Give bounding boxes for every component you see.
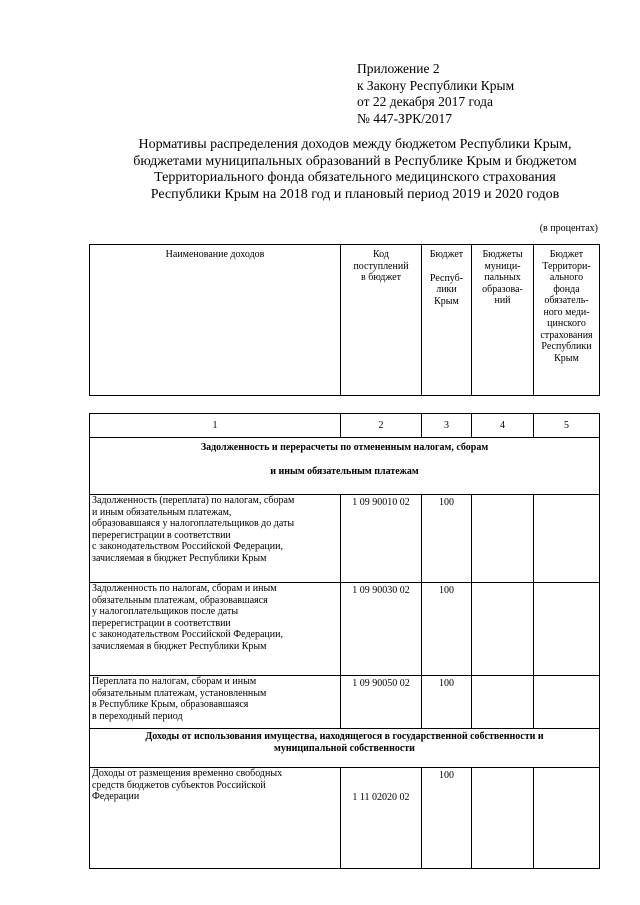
income-name: Задолженность (переплата) по налогам, сборам и иным обязательным платежам, образовавшаяся у налогоплательщиков до даты перерегистрации в соответствии с законодательством Российской Федерации, зачисляемая в бюджет Республики Крым — [90, 495, 341, 583]
col-number: 5 — [534, 414, 600, 438]
col-number: 1 — [90, 414, 341, 438]
col-number: 3 — [422, 414, 472, 438]
units-note: (в процентах) — [539, 223, 598, 234]
section-heading: Доходы от использования имущества, находящегося в государственной собственности и муниципальной собственности — [90, 729, 600, 768]
header-name: Наименование доходов — [90, 245, 341, 396]
rate-tfoms — [534, 583, 600, 676]
table-row — [90, 676, 600, 729]
income-name: Доходы от размещения временно свободных средств бюджетов субъектов Российской Федерации — [90, 768, 341, 869]
col-number: 4 — [472, 414, 534, 438]
table-row — [90, 768, 600, 869]
income-name: Задолженность по налогам, сборам и иным обязательным платежам, образовавшаяся у налогоплательщиков после даты перерегистрации в соответствии с законодательством Российской Федерации, зачисляемая в бюджет Республики Крым — [90, 583, 341, 676]
data-table — [89, 413, 600, 869]
section-heading: Задолженность и перерасчеты по отмененным налогам, сборам и иным обязательным платежам — [90, 438, 600, 495]
income-code: 1 09 90010 02 — [341, 495, 422, 583]
appendix-line: к Закону Республики Крым — [357, 77, 515, 93]
column-numbers-row — [90, 414, 600, 438]
title-line: бюджетами муниципальных образований в Республике Крым и бюджетом — [133, 153, 577, 169]
header-budget-mo: Бюджеты муници- пальных образова- ний — [472, 245, 534, 396]
appendix-reference — [357, 61, 514, 127]
rate-mo — [472, 495, 534, 583]
section-row — [90, 729, 600, 768]
rate-tfoms — [534, 676, 600, 729]
rate-rk: 100 — [422, 768, 472, 869]
appendix-line: от 22 декабря 2017 года — [357, 94, 493, 109]
title-line: Нормативы распределения доходов между бюджетом Республики Крым, — [138, 137, 572, 152]
income-code: 1 09 90050 02 — [341, 676, 422, 729]
table-row — [90, 495, 600, 583]
rate-tfoms — [534, 495, 600, 583]
income-name: Переплата по налогам, сборам и иным обязательным платежам, установленным в Республике Крым, образовавшаяся в переходный период — [90, 676, 341, 729]
rate-mo — [472, 583, 534, 676]
title-line: Республики Крым на 2018 год и плановый период 2019 и 2020 годов — [150, 186, 560, 202]
rate-tfoms — [534, 768, 600, 869]
income-code: 1 11 02020 02 — [341, 768, 422, 869]
appendix-line: Приложение 2 — [357, 61, 440, 76]
title-line: Территориального фонда обязательного медицинского страхования — [154, 170, 556, 185]
appendix-line: № 447-ЗРК/2017 — [357, 110, 453, 126]
rate-mo — [472, 676, 534, 729]
rate-rk: 100 — [422, 495, 472, 583]
header-budget-rk: Бюджет Респуб- лики Крым — [422, 245, 472, 396]
rate-rk: 100 — [422, 676, 472, 729]
income-code: 1 09 90030 02 — [341, 583, 422, 676]
rate-mo — [472, 768, 534, 869]
header-code: Код поступлений в бюджет — [341, 245, 422, 396]
header-budget-tfoms: Бюджет Территори- ального фонда обязатель- ного меди- цинского страхования Республики Крым — [534, 245, 600, 396]
section-row — [90, 438, 600, 495]
col-number: 2 — [341, 414, 422, 438]
rate-rk: 100 — [422, 583, 472, 676]
document-title — [95, 137, 615, 203]
header-table — [89, 244, 600, 396]
table-row — [90, 583, 600, 676]
